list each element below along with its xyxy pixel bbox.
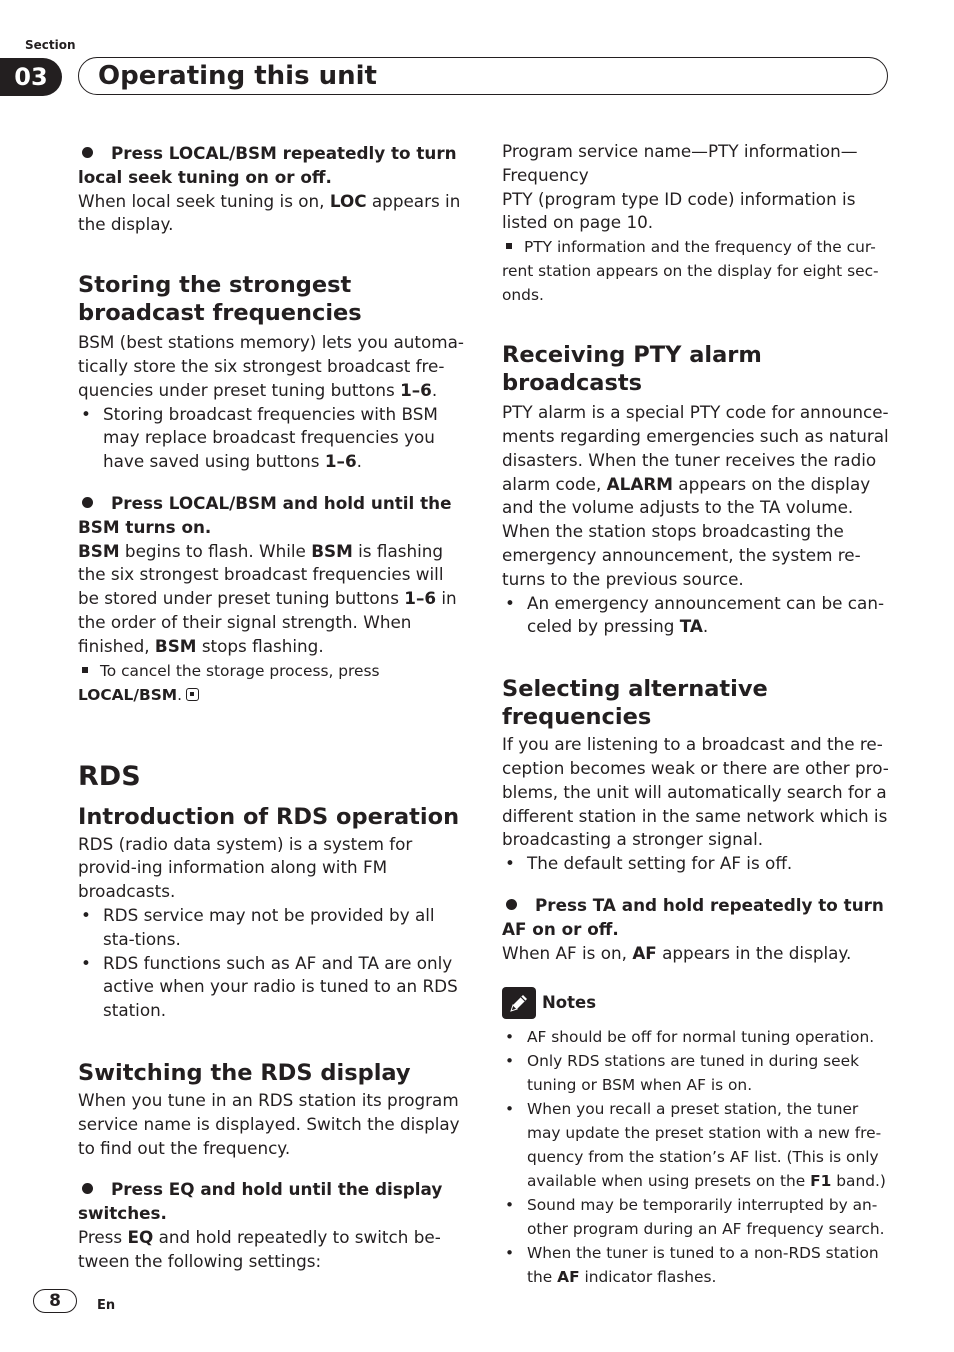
section-number: 03: [0, 58, 62, 96]
heading-rds: RDS: [78, 760, 141, 792]
bsm-bullets: [78, 403, 466, 474]
list-item: • When you recall a preset station, the tuner may update the preset station with a new fre-quency from the station’s AF list. (This is only available when using presets on the F1 band.): [505, 1100, 886, 1191]
right-column: [502, 140, 892, 1289]
page-title: Operating this unit: [98, 61, 377, 91]
step-bullet-icon: [506, 899, 517, 910]
step-eq-hold: Press EQ and hold until the display switches.: [78, 1179, 443, 1224]
heading-rds-intro: Introduction of RDS operation: [78, 803, 460, 830]
bsm-intro: BSM (best stations memory) lets you automa-tically store the six strongest broadcast fre-quencies under preset tuning buttons 1–6.: [78, 332, 464, 400]
heading-bsm: Storing the strongest broadcast frequencies: [78, 272, 362, 327]
step-bullet-icon: [82, 147, 93, 158]
notes-list: [502, 1025, 892, 1289]
step-bullet-icon: [82, 497, 93, 508]
list-item: • Sound may be temporarily interrupted by an-other program during an AF frequency search.: [505, 1196, 885, 1239]
step-bsm-hold: Press LOCAL/BSM and hold until the BSM turns on.: [78, 492, 452, 537]
step-bullet-icon: [82, 1183, 93, 1194]
left-column: [78, 140, 466, 1274]
section-label: Section: [25, 38, 76, 52]
notes-label: Notes: [542, 993, 597, 1013]
alt-freq-body: If you are listening to a broadcast and the re-ception becomes weak or there are other pro-blems, the unit will automatically search for a different station in the same network which is broadcasting a stronger signal.: [502, 734, 889, 850]
list-item: • An emergency announcement can be can-celed by pressing TA.: [505, 592, 885, 637]
step-ta-hold: Press TA and hold repeatedly to turn AF on or off.: [502, 894, 884, 939]
pen-note-icon: [502, 987, 536, 1019]
list-item: • RDS service may not be provided by all sta-tions.: [81, 904, 435, 949]
switch-rds-body: When you tune in an RDS station its program service name is displayed. Switch the display to find out the frequency.: [78, 1089, 460, 1158]
eq-description: Press EQ and hold repeatedly to switch be-tween the following settings:: [78, 1226, 441, 1271]
heading-alt-freq: Selecting alternative frequencies: [502, 676, 768, 731]
end-mark-icon: [186, 688, 199, 701]
note-square-icon: [82, 667, 88, 673]
list-item: • The default setting for AF is off.: [505, 853, 793, 874]
rds-intro-bullets: [78, 904, 466, 1023]
pty-note: PTY information and the frequency of the cur-rent station appears on the display for eight sec-onds.: [502, 238, 879, 305]
notes-header: [502, 987, 892, 1019]
local-seek-description: When local seek tuning is on, LOC appears in the display.: [78, 190, 461, 235]
pty-alarm-body: PTY alarm is a special PTY code for announce-ments regarding emergencies such as natural disasters. When the tuner receives the radio alarm code, ALARM appears on the display and the volume adjusts to the TA volume. When the station stops broadcasting the emergency announcement, the system re-turns to the previous source.: [502, 402, 889, 589]
cancel-note: To cancel the storage process, press LOCAL/BSM.: [78, 661, 380, 704]
bsm-description: BSM begins to flash. While BSM is flashing the six strongest broadcast frequencies will be stored under preset tuning buttons 1–6 in the order of their signal strength. When finished, BSM stops flashing.: [78, 540, 457, 656]
af-description: When AF is on, AF appears in the display.: [502, 942, 852, 963]
list-item: • AF should be off for normal tuning operation.: [505, 1028, 875, 1047]
list-item: • Storing broadcast frequencies with BSM may replace broadcast frequencies you have saved using buttons 1–6.: [81, 403, 438, 472]
pty-alarm-bullets: [502, 592, 892, 640]
note-square-icon: [506, 243, 512, 249]
page-number: 8: [33, 1289, 77, 1313]
rds-intro-body: RDS (radio data system) is a system for provid-ing information along with FM broadcasts.: [78, 833, 413, 902]
list-item: • RDS functions such as AF and TA are only active when your radio is tuned to an RDS station.: [81, 952, 458, 1021]
list-item: • Only RDS stations are tuned in during seek tuning or BSM when AF is on.: [505, 1052, 860, 1095]
heading-pty-alarm: Receiving PTY alarm broadcasts: [502, 342, 762, 397]
display-settings-sequence: Program service name—PTY information—Frequency: [502, 141, 858, 185]
list-item: • When the tuner is tuned to a non-RDS station the AF indicator flashes.: [505, 1244, 879, 1287]
pty-reference: PTY (program type ID code) information is listed on page 10.: [502, 188, 856, 233]
language-label: En: [97, 1298, 116, 1313]
heading-switch-rds: Switching the RDS display: [78, 1059, 411, 1086]
step-local-seek: Press LOCAL/BSM repeatedly to turn local seek tuning on or off.: [78, 143, 457, 187]
alt-freq-bullets: [502, 852, 892, 876]
